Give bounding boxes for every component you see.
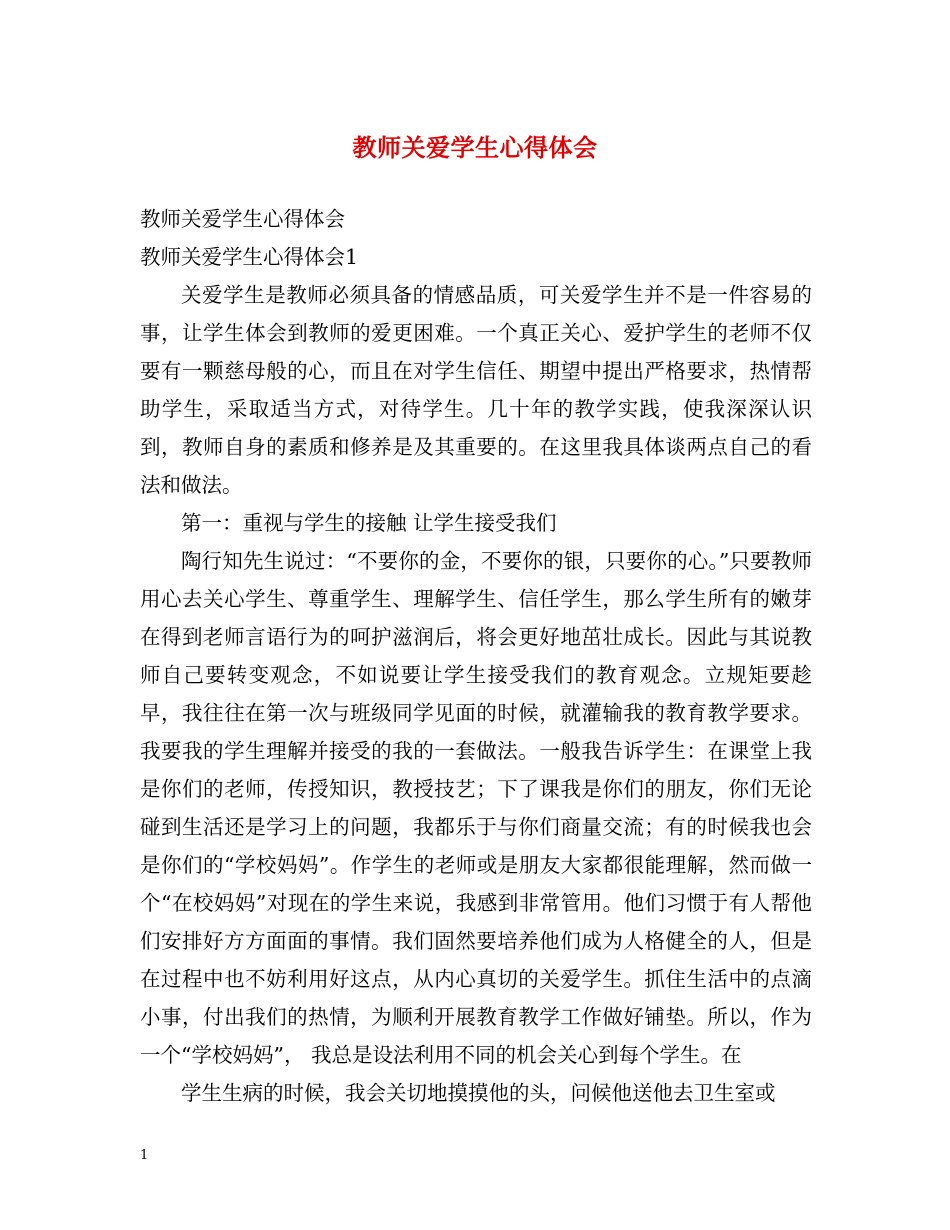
document-body	[140, 200, 812, 1112]
document-title: 教师关爱学生心得体会	[352, 133, 598, 162]
section-heading: 教师关爱学生心得体会1	[140, 245, 359, 269]
document-subtitle: 教师关爱学生心得体会	[140, 207, 345, 231]
page-number: 1	[140, 1148, 149, 1163]
paragraph-main: 陶行知先生说过：“不要你的金，不要你的银，只要你的心。”只要教师用心去关心学生、尊重学生、理解学生、信任学生，那么学生所有的嫩芽在得到老师言语行为的呵护滋润后，将会更好地茁壮成长。因此与其说教师自己要转变观念，不如说要让学生接受我们的教育观念。立规矩要趁早，我往往在第一次与班级同学见面的时候，就灌输我的教育教学要求。我要我的学生理解并接受的我的一套做法。一般我告诉学生：在课堂上我是你们的老师，传授知识，教授技艺；下了课我是你们的朋友，你们无论碰到生活还是学习上的问题，我都乐于与你们商量交流；有的时候我也会是你们的“学校妈妈”。作学生的老师或是朋友大家都很能理解，然而做一个“在校妈妈”对现在的学生来说，我感到非常管用。他们习惯于有人帮他们安排好方方面面的事情。我们固然要培养他们成为人格健全的人，但是在过程中也不妨利用好这点，从内心真切的关爱学生。抓住生活中的点滴小事，付出我们的热情，为顺利开展教育教学工作做好铺垫。所以，作为一个“学校妈妈”， 我总是设法利用不同的机会关心到每个学生。在	[140, 549, 812, 1067]
paragraph-intro: 关爱学生是教师必须具备的情感品质，可关爱学生并不是一件容易的事，让学生体会到教师的爱更困难。一个真正关心、爱护学生的老师不仅要有一颗慈母般的心，而且在对学生信任、期望中提出严格要求，热情帮助学生，采取适当方式，对待学生。几十年的教学实践，使我深深认识到，教师自身的素质和修养是及其重要的。在这里我具体谈两点自己的看法和做法。	[140, 283, 812, 497]
paragraph-continued: 学生生病的时候，我会关切地摸摸他的头，问候他送他去卫生室或	[181, 1081, 776, 1105]
paragraph-point-one-heading: 第一：重视与学生的接触 让学生接受我们	[181, 511, 557, 535]
